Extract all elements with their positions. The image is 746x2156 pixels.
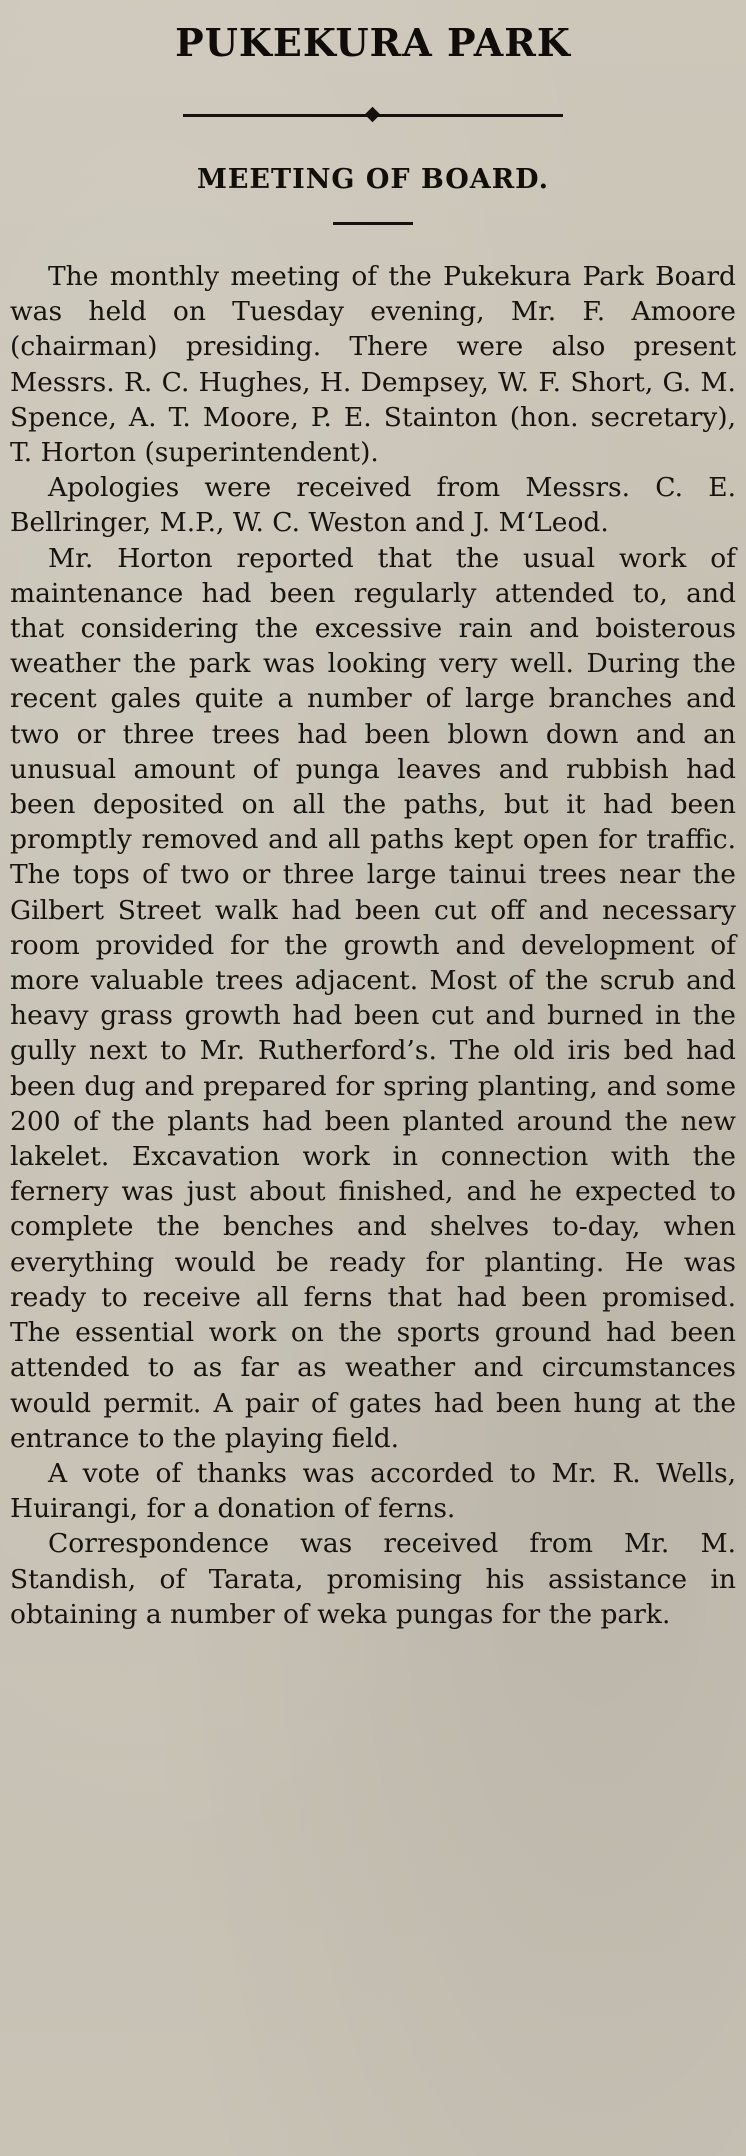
- section-divider: [333, 222, 413, 225]
- ornament-diamond-icon: [365, 107, 381, 123]
- headline: PUKEKURA PARK: [175, 20, 571, 65]
- paragraph-vote-of-thanks: A vote of thanks was accorded to Mr. R. Wells, Huirangi, for a donation of ferns.: [10, 1457, 736, 1525]
- paragraph-attendance: The monthly meeting of the Pukekura Park Board was held on Tuesday evening, Mr. F. Amoore (chairman) presiding. There were also present Messrs. R. C. Hughes, H. Dempsey, W. F. Short, G. M. Spence, A. T. Moore, P. E. Stainton (hon. secretary), T. Horton (superintendent).: [10, 261, 736, 469]
- subheadline: MEETING OF BOARD.: [196, 164, 550, 195]
- paragraph-correspondence: Correspondence was received from Mr. M. Standish, of Tarata, promising his assistance in obtaining a number of weka pungas for the park.: [10, 1528, 736, 1630]
- paragraph-apologies: Apologies were received from Messrs. C. E. Bellringer, M.P., W. C. Weston and J. M‘Leod.: [10, 472, 736, 539]
- headline-ornament-rule: [183, 108, 563, 122]
- article-body: [10, 259, 736, 1632]
- paragraph-superintendent-report: Mr. Horton reported that the usual work of maintenance had been regularly attended to, and that considering the excessive rain and boisterous weather the park was looking very well. During the recent gales quite a number of large branches and two or three trees had been blown down and an unusual amount of punga leaves and rubbish had been deposited on all the paths, but it had been promptly removed and all paths kept open for traffic. The tops of two or three large tainui trees near the Gilbert Street walk had been cut off and necessary room provided for the growth and development of more valuable trees adjacent. Most of the scrub and heavy grass growth had been cut and burned in the gully next to Mr. Rutherford’s. The old iris bed had been dug and prepared for spring planting, and some 200 of the plants had been planted around the new lakelet. Excavation work in connection with the fernery was just about finished, and he expected to complete the benches and shelves to-day, when everything would be ready for planting. He was ready to receive all ferns that had been promised. The essential work on the sports ground had been attended to as far as weather and circumstances would permit. A pair of gates had been hung at the entrance to the playing field.: [10, 542, 736, 1454]
